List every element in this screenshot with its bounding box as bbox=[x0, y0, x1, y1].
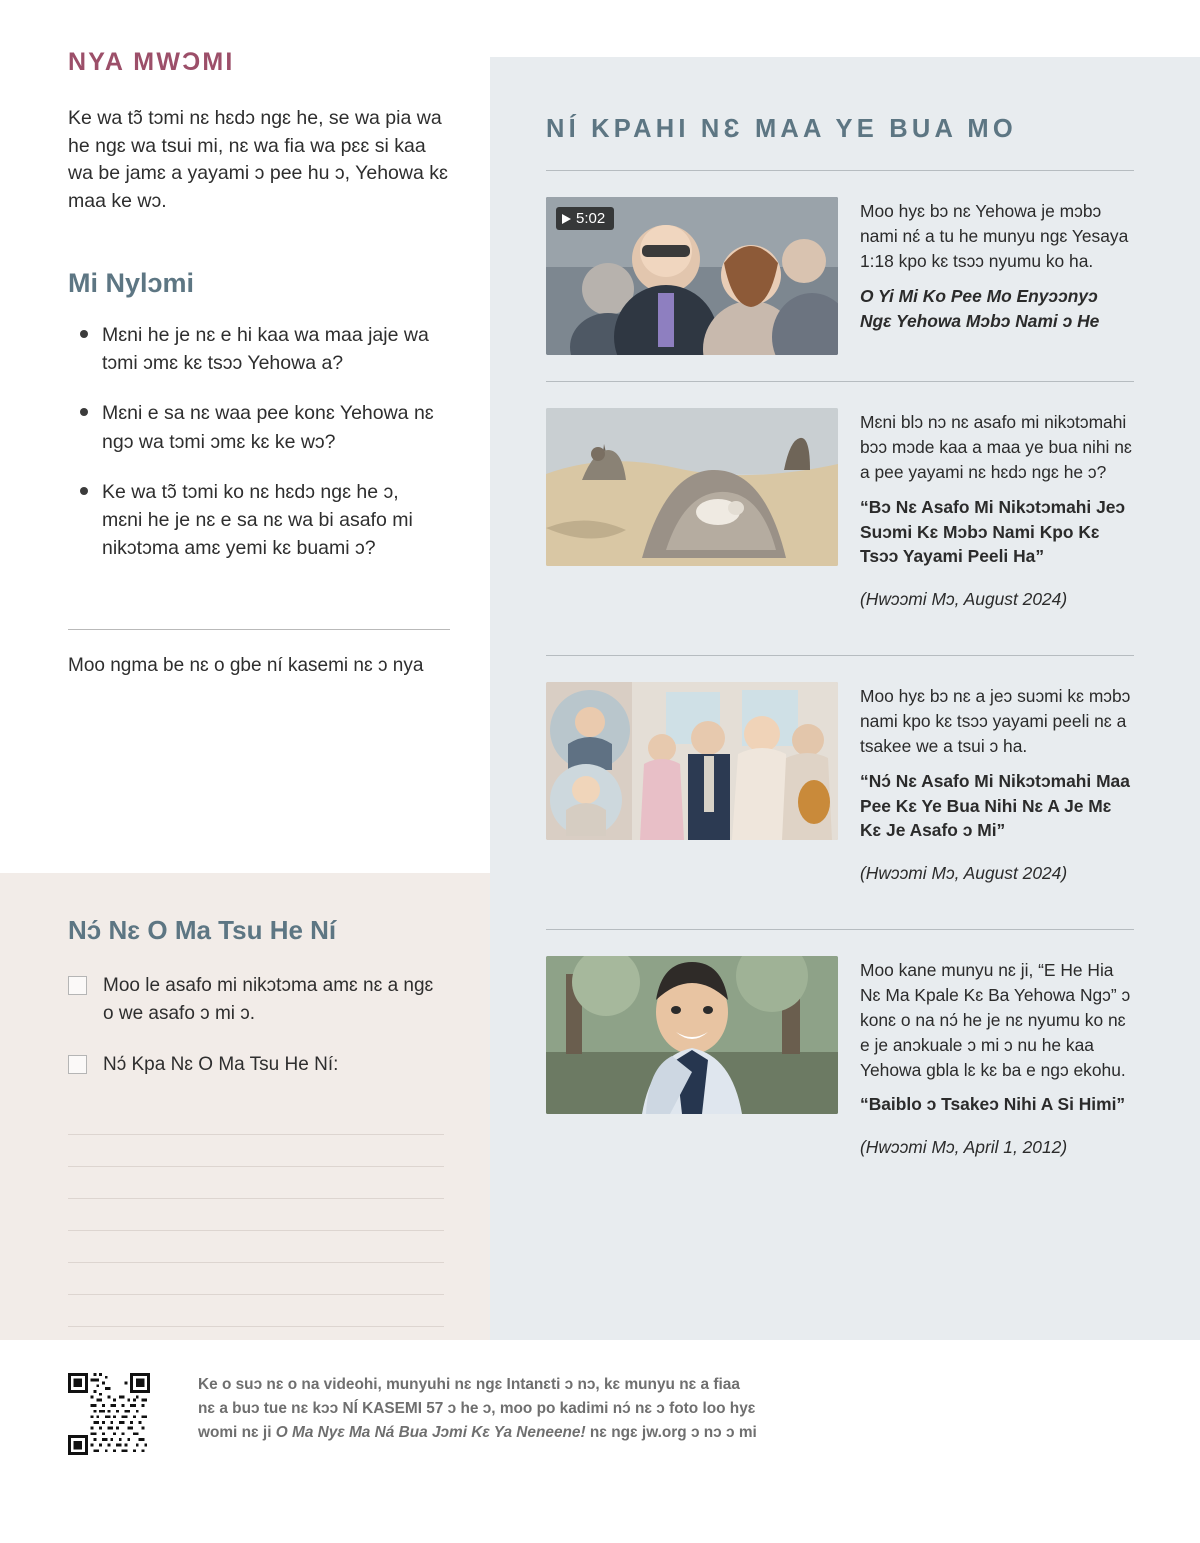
footer bbox=[0, 1355, 1200, 1543]
resource-item[interactable] bbox=[546, 171, 1134, 381]
resource-text bbox=[860, 197, 1134, 355]
footer-lesson-ref: NÍ KASEMI 57 bbox=[342, 1399, 444, 1417]
resource-text bbox=[860, 408, 1134, 629]
article-thumbnail[interactable] bbox=[546, 408, 838, 566]
write-line[interactable] bbox=[68, 1199, 444, 1231]
write-in-lines[interactable] bbox=[68, 1103, 444, 1359]
footer-line-3c[interactable]: nɛ ngɛ jw.org ɔ nɔ ɔ mi bbox=[585, 1423, 757, 1441]
page-kicker: NYA MWƆMI bbox=[68, 48, 235, 76]
checklist-item-label: Nɔ́ Kpa Nɛ O Ma Tsu He Ní: bbox=[103, 1054, 339, 1076]
footer-line-2a: nɛ a buɔ tue nɛ kɔɔ bbox=[198, 1399, 343, 1417]
write-line[interactable] bbox=[68, 1295, 444, 1327]
video-duration: 5:02 bbox=[576, 210, 606, 227]
portrait-photo-graphic bbox=[546, 956, 838, 1114]
resource-citation: (Hwɔɔmi Mɔ, August 2024) bbox=[860, 862, 1068, 883]
resource-description: Moo hyɛ bɔ nɛ a jeɔ suɔmi kɛ mɔbɔ nami kpo kɛ tsɔɔ yayami peeli nɛ a tsakee we a tsui ɔ ha. bbox=[860, 686, 1131, 756]
resource-title[interactable]: “Bɔ Nɛ Asafo Mi Nikɔtɔmahi Jeɔ Suɔmi Kɛ Mɔbɔ Nami Kpo Kɛ Tsɔɔ Yayami Peeli Ha” bbox=[860, 496, 1126, 567]
lost-sheep-illustration bbox=[546, 408, 838, 566]
footer-line-1: Ke o suɔ nɛ o na videohi, munyuhi nɛ ngɛ Intanɛti ɔ nɔ, kɛ munyu nɛ a fiaa bbox=[198, 1376, 740, 1393]
resource-item[interactable] bbox=[546, 656, 1134, 929]
footer-text bbox=[198, 1373, 898, 1445]
footer-line-3a: womi nɛ ji bbox=[198, 1423, 276, 1441]
resource-title[interactable]: “Nɔ́ Nɛ Asafo Mi Nikɔtɔmahi Maa Pee Kɛ Ye Bua Nihi Nɛ A Je Mɛ Kɛ Je Asafo ɔ Mi” bbox=[860, 770, 1130, 841]
checkbox[interactable] bbox=[68, 976, 87, 995]
action-panel-title: Nɔ́ Nɛ O Ma Tsu He Ní bbox=[68, 915, 337, 945]
resource-description: Moo kane munyu nɛ ji, “E He Hia Nɛ Ma Kpale Kɛ Ba Yehowa Ngɔ” ɔ konɛ o na nɔ́ he je nɛ nyumu ko nɛ e je anɔkuale ɔ mi ɔ nu he kaa Yehowa gbla lɛ kɛ ba e ngɔ ekohu. bbox=[860, 960, 1131, 1080]
resource-citation: (Hwɔɔmi Mɔ, August 2024) bbox=[860, 588, 1068, 609]
resource-text bbox=[860, 682, 1134, 903]
resource-item[interactable] bbox=[546, 930, 1134, 1203]
list-item: Ke wa tɔ̃ tɔmi ko nɛ hɛdɔ ngɛ he ɔ, mɛni he je nɛ e sa nɛ wa bi asafo mi nikɔtɔma amɛ yemi kɛ buami ɔ? bbox=[102, 478, 440, 563]
checklist-item[interactable] bbox=[68, 972, 444, 1027]
footer-line-2 bbox=[198, 1397, 898, 1421]
resource-description: Moo hyɛ bɔ nɛ Yehowa je mɔbɔ nami nɛ́ a tu he munyu ngɛ Yesaya 1:18 kpo kɛ tsɔɔ nyumu ko ha. bbox=[860, 201, 1129, 271]
qr-code-icon bbox=[68, 1373, 150, 1455]
video-thumbnail[interactable] bbox=[546, 197, 838, 355]
section-title-questions: Mi Nylɔmi bbox=[68, 267, 195, 298]
intro-paragraph: Ke wa tɔ̃ tɔmi nɛ hɛdɔ ngɛ he, se wa pia wa he ngɛ wa tsui mi, nɛ wa fia wa pɛɛ si kaa wa be jamɛ a yayami ɔ pee hu ɔ, Yehowa kɛ maa ke wɔ. bbox=[68, 107, 448, 213]
write-line[interactable] bbox=[68, 1167, 444, 1199]
congregation-welcome-collage bbox=[546, 682, 838, 840]
article-thumbnail[interactable] bbox=[546, 956, 838, 1114]
footer-line-2c: ɔ he ɔ, moo po kadimi nɔ́ nɛ ɔ foto loo hyɛ bbox=[443, 1399, 756, 1417]
checkbox[interactable] bbox=[68, 1055, 87, 1074]
article-thumbnail[interactable] bbox=[546, 682, 838, 840]
write-line[interactable] bbox=[68, 1231, 444, 1263]
resource-item[interactable] bbox=[546, 382, 1134, 655]
resource-citation: (Hwɔɔmi Mɔ, April 1, 2012) bbox=[860, 1136, 1068, 1157]
resource-title[interactable]: O Yi Mi Ko Pee Mo Enyɔɔnyɔ Ngɛ Yehowa Mɔbɔ Nami ɔ He bbox=[860, 285, 1100, 331]
video-duration-badge bbox=[556, 207, 614, 230]
footer-line-3 bbox=[198, 1421, 898, 1445]
write-line[interactable] bbox=[68, 1103, 444, 1135]
right-column bbox=[490, 57, 1200, 1340]
checklist-item-label: Moo le asafo mi nikɔtɔma amɛ nɛ a ngɛ o we asafo ɔ mi ɔ. bbox=[103, 975, 434, 1024]
qr-code[interactable] bbox=[68, 1373, 150, 1455]
resource-title[interactable]: “Baiblo ɔ Tsakeɔ Nihi A Si Himi” bbox=[860, 1094, 1126, 1115]
resources-heading: NÍ KPAHI NƐ MAA YE BUA MO bbox=[546, 115, 1017, 143]
resource-text bbox=[860, 956, 1134, 1177]
play-icon bbox=[562, 214, 571, 224]
notes-label: Moo ngma be nɛ o gbe ní kasemi nɛ ɔ nya bbox=[68, 654, 424, 676]
write-line[interactable] bbox=[68, 1327, 444, 1359]
list-item: Mɛni he je nɛ e hi kaa wa maa jaje wa tɔmi ɔmɛ kɛ tsɔɔ Yehowa a? bbox=[102, 321, 440, 378]
resource-description: Mɛni blɔ nɔ nɛ asafo mi nikɔtɔmahi bɔɔ mɔde kaa a maa ye bua nihi nɛ a pee yayami nɛ hɛdɔ ngɛ he ɔ? bbox=[860, 412, 1132, 482]
question-list bbox=[68, 321, 450, 563]
checklist-item[interactable] bbox=[68, 1051, 444, 1079]
write-line[interactable] bbox=[68, 1263, 444, 1295]
list-item: Mɛni e sa nɛ waa pee konɛ Yehowa nɛ ngɔ wa tɔmi ɔmɛ kɛ ke wɔ? bbox=[102, 399, 440, 456]
action-panel bbox=[0, 873, 490, 1340]
footer-publication-title: O Ma Nyɛ Ma Ná Bua Jɔmi Kɛ Ya Neneene! bbox=[275, 1423, 586, 1441]
write-line[interactable] bbox=[68, 1135, 444, 1167]
